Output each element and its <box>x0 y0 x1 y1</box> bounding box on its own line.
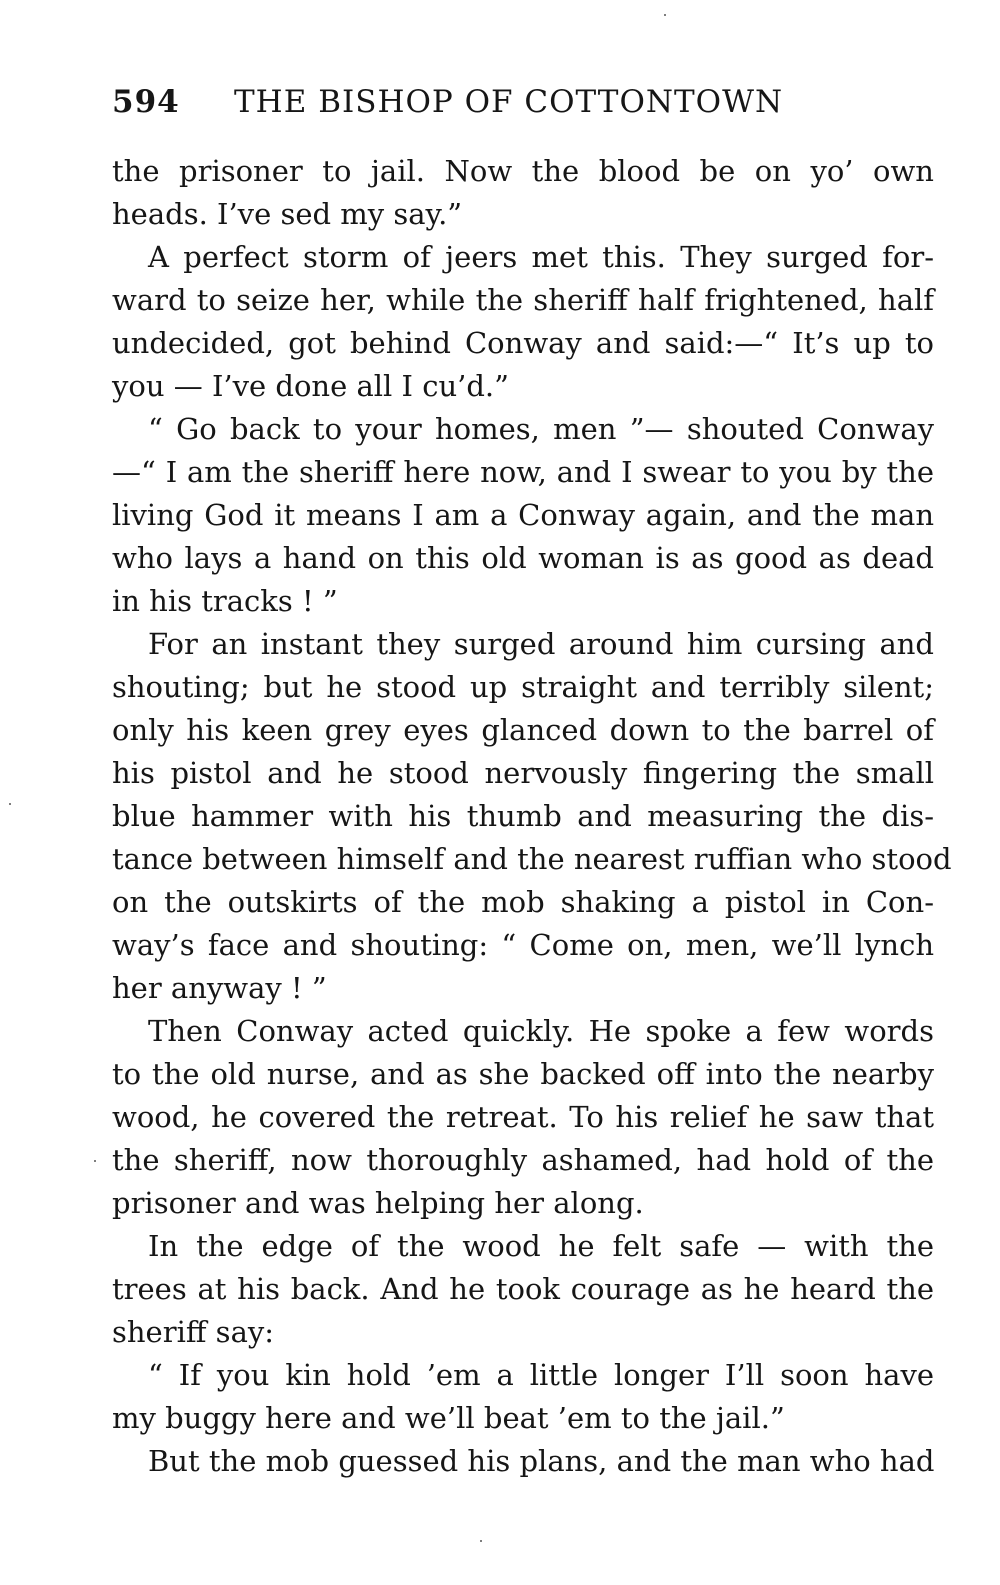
text-line: shouting; but he stood up straight and terribly silent; <box>112 670 934 704</box>
text-line: blue hammer with his thumb and measuring the dis- <box>112 799 934 833</box>
text-line: prisoner and was helping her along. <box>112 1186 644 1220</box>
scan-speck <box>664 14 666 16</box>
text-line: wood, he covered the retreat. To his relief he saw that <box>112 1100 934 1134</box>
body-text <box>112 150 952 1483</box>
text-line: sheriff say: <box>112 1315 275 1349</box>
text-line: her anyway ! ” <box>112 971 327 1005</box>
text-line: heads. I’ve sed my say.” <box>112 197 463 231</box>
text-line: “ Go back to your homes, men ”— shouted Conway <box>148 412 934 446</box>
text-line: ward to seize her, while the sheriff half frightened, half <box>112 283 934 317</box>
text-line: —“ I am the sheriff here now, and I swear to you by the <box>112 455 934 489</box>
page-number: 594 <box>112 84 180 120</box>
scan-speck <box>9 803 11 805</box>
text-line: undecided, got behind Conway and said:—“ It’s up to <box>112 326 934 360</box>
text-line: living God it means I am a Conway again, and the man <box>112 498 934 532</box>
scan-speck <box>94 1160 96 1162</box>
running-title: THE BISHOP OF COTTONTOWN <box>234 84 784 120</box>
text-line: to the old nurse, and as she backed off into the nearby <box>112 1057 934 1091</box>
text-line: Then Conway acted quickly. He spoke a few words <box>148 1014 934 1048</box>
text-line: only his keen grey eyes glanced down to the barrel of <box>112 713 934 747</box>
text-line: my buggy here and we’ll beat ’em to the jail.” <box>112 1401 785 1435</box>
text-line: you — I’ve done all I cu’d.” <box>112 369 509 403</box>
text-line: But the mob guessed his plans, and the man who had <box>148 1444 935 1478</box>
text-line: tance between himself and the nearest ruffian who stood <box>112 842 952 876</box>
text-line: the prisoner to jail. Now the blood be on yo’ own <box>112 154 934 188</box>
page-header <box>112 84 934 132</box>
text-line: “ If you kin hold ’em a little longer I’ll soon have <box>148 1358 934 1392</box>
text-line: on the outskirts of the mob shaking a pistol in Con- <box>112 885 934 919</box>
scan-speck <box>480 1540 482 1542</box>
text-line: For an instant they surged around him cursing and <box>148 627 934 661</box>
text-line: In the edge of the wood he felt safe — with the <box>148 1229 934 1263</box>
text-line: A perfect storm of jeers met this. They surged for- <box>148 240 934 274</box>
text-line: trees at his back. And he took courage as he heard the <box>112 1272 934 1306</box>
text-line: the sheriff, now thoroughly ashamed, had hold of the <box>112 1143 934 1177</box>
text-line: in his tracks ! ” <box>112 584 338 618</box>
text-line: way’s face and shouting: “ Come on, men, we’ll lynch <box>112 928 934 962</box>
text-line: his pistol and he stood nervously fingering the small <box>112 756 934 790</box>
text-line: who lays a hand on this old woman is as good as dead <box>112 541 934 575</box>
